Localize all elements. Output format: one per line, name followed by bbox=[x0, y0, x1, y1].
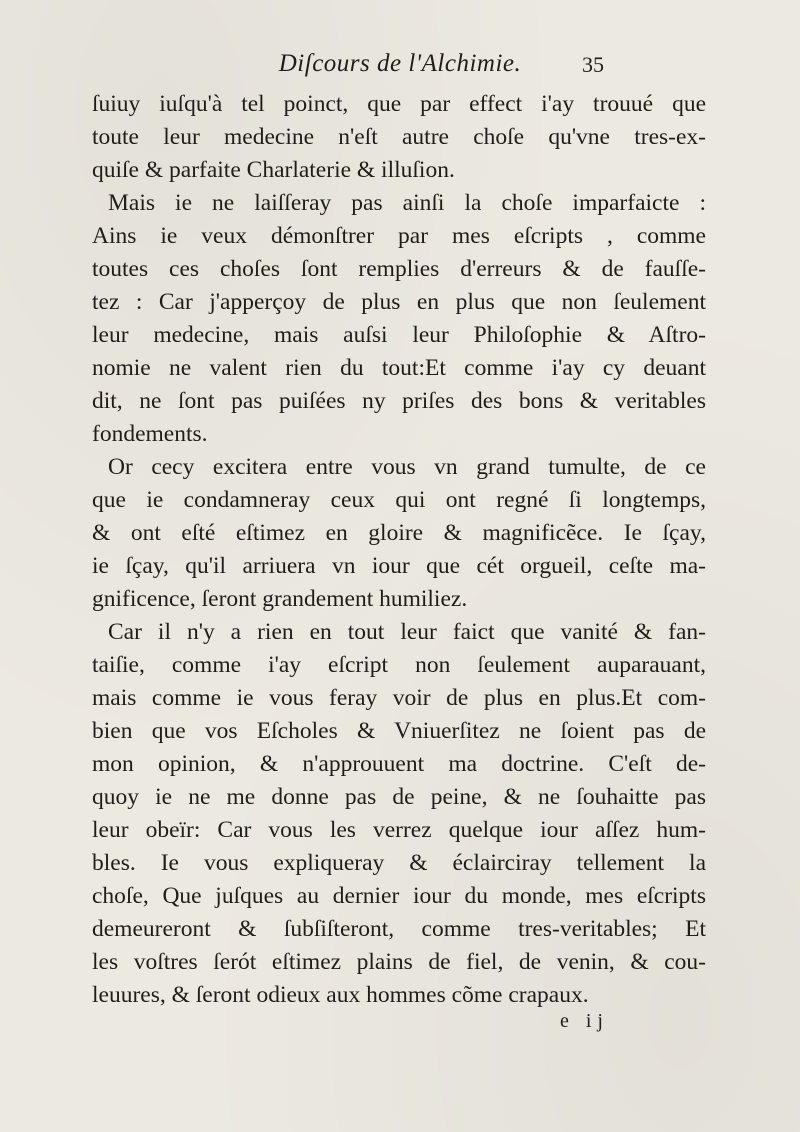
text-line: & ont eſté eſtimez en gloire & magnificẽce. Ie ſçay, bbox=[92, 520, 706, 546]
text-line: leur obeïr: Car vous les verrez quelque iour aſſez hum- bbox=[92, 817, 706, 843]
text-line: leur medecine, mais auſsi leur Philoſophie & Aſtro- bbox=[92, 322, 706, 348]
text-line: quoy ie ne me donne pas de peine, & ne ſouhaitte pas bbox=[92, 784, 706, 810]
text-line: leuures, & ſeront odieux aux hommes cõme crapaux. bbox=[92, 982, 589, 1008]
text-line: Ains ie veux démonſtrer par mes eſcripts , comme bbox=[92, 223, 706, 249]
text-line: mais comme ie vous feray voir de plus en plus.Et com- bbox=[92, 685, 706, 711]
page-header bbox=[0, 44, 800, 88]
text-line: les voſtres ſerót eſtimez plains de fiel, de venin, & cou- bbox=[92, 949, 706, 975]
page-number: 35 bbox=[582, 52, 604, 77]
text-line: ſuiuy iuſqu'à tel poinct, que par effect i'ay trouué que bbox=[92, 91, 706, 117]
text-line: toute leur medecine n'eſt autre choſe qu'vne tres-ex- bbox=[92, 124, 706, 150]
text-line: gnificence, ſeront grandement humiliez. bbox=[92, 586, 468, 612]
text-line: toutes ces choſes ſont remplies d'erreurs & de fauſſe- bbox=[92, 256, 706, 282]
text-line: choſe, Que juſques au dernier iour du monde, mes eſcripts bbox=[92, 883, 706, 909]
text-line: ie ſçay, qu'il arriuera vn iour que cét orgueil, ceſte ma- bbox=[92, 553, 706, 579]
text-line: fondements. bbox=[92, 421, 208, 447]
text-line: tez : Car j'apperçoy de plus en plus que non ſeulement bbox=[92, 289, 706, 315]
text-line: bien que vos Eſcholes & Vniuerſitez ne ſoient pas de bbox=[92, 718, 706, 744]
text-line: Or cecy excitera entre vous vn grand tumulte, de ce bbox=[108, 454, 706, 480]
text-line: Car il n'y a rien en tout leur faict que vanité & fan- bbox=[108, 619, 706, 645]
signature-mark: e ij bbox=[560, 1010, 609, 1032]
text-line: Mais ie ne laiſſeray pas ainſi la choſe imparfaicte : bbox=[108, 190, 706, 216]
text-line: quiſe & parfaite Charlaterie & illuſion. bbox=[92, 157, 455, 183]
text-line: mon opinion, & n'approuuent ma doctrine. C'eſt de- bbox=[92, 751, 706, 777]
body-text bbox=[92, 88, 706, 1012]
text-line: bles. Ie vous expliqueray & éclairciray tellement la bbox=[92, 850, 706, 876]
running-head: Diſcours de l'Alchimie. bbox=[278, 50, 522, 77]
text-line: taiſie, comme i'ay eſcript non ſeulement auparauant, bbox=[92, 652, 706, 678]
text-line: que ie condamneray ceux qui ont regné ſi longtemps, bbox=[92, 487, 706, 513]
text-line: nomie ne valent rien du tout:Et comme i'ay cy deuant bbox=[92, 355, 706, 381]
text-line: dit, ne ſont pas puiſées ny priſes des bons & veritables bbox=[92, 388, 706, 414]
text-line: demeureront & ſubſiſteront, comme tres-veritables; Et bbox=[92, 916, 706, 942]
